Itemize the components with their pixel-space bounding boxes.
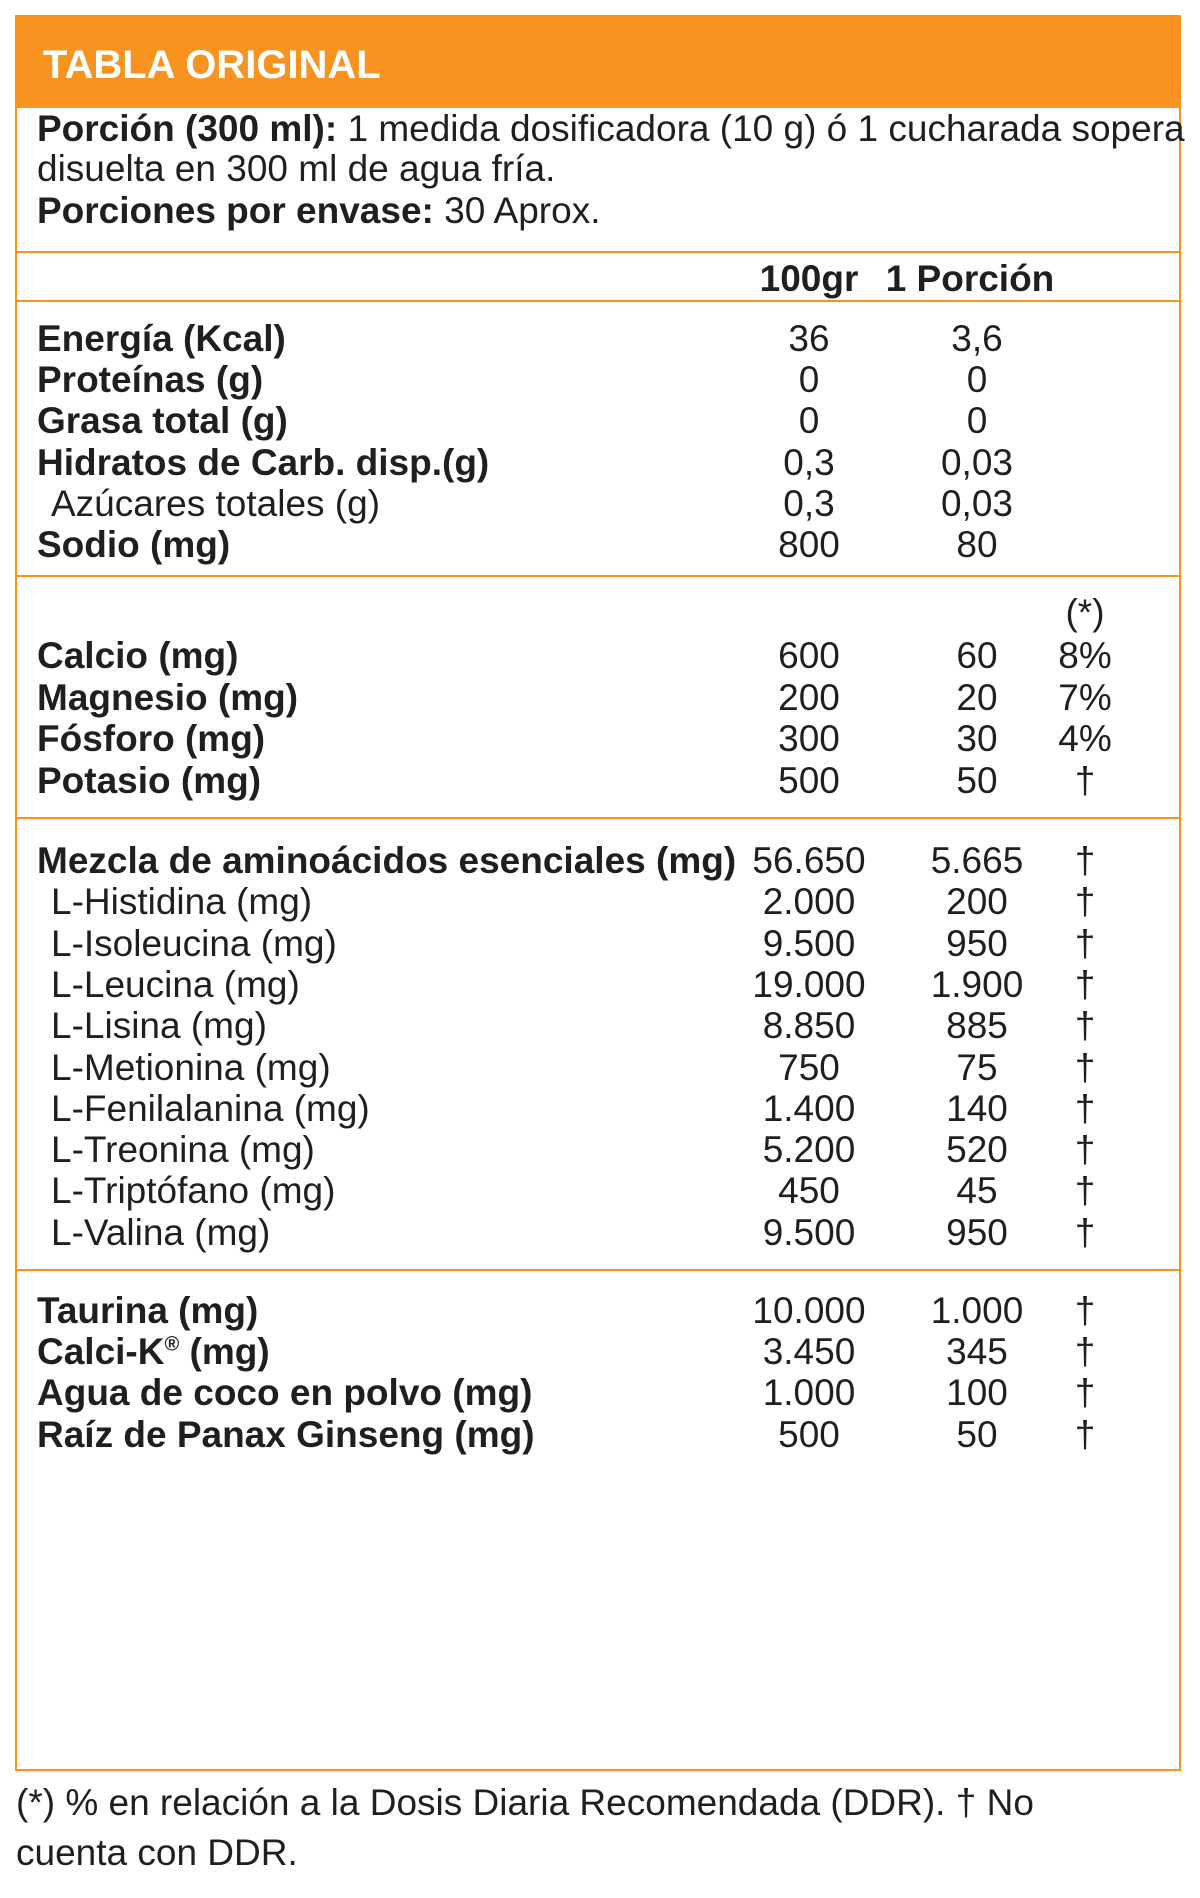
value-portion: 3,6 [951, 318, 1003, 359]
divider [17, 300, 1179, 302]
value-portion: 1.900 [930, 964, 1024, 1005]
value-portion: 885 [946, 1005, 1008, 1046]
value-ddr: † [1074, 1005, 1096, 1046]
value-portion: 50 [956, 1414, 998, 1455]
value-100gr: 750 [778, 1047, 840, 1088]
value-portion: 75 [956, 1047, 998, 1088]
value-100gr: 19.000 [752, 964, 866, 1005]
value-portion: 60 [956, 635, 998, 676]
value-100gr: 800 [778, 524, 840, 565]
value-portion: 45 [956, 1170, 998, 1211]
nutrient-name: Taurina (mg) [37, 1290, 259, 1331]
servings-line [37, 187, 600, 235]
value-portion: 5.665 [930, 840, 1024, 881]
value-portion: 950 [946, 1212, 1008, 1253]
value-100gr: 10.000 [752, 1290, 866, 1331]
portion-label: Porción (300 ml): [37, 108, 338, 149]
value-portion: 0 [966, 400, 988, 441]
value-100gr: 1.400 [762, 1088, 856, 1129]
value-100gr: 56.650 [752, 840, 866, 881]
servings-value: 30 Aprox. [433, 190, 601, 231]
value-ddr: † [1074, 1212, 1096, 1253]
value-100gr: 200 [778, 677, 840, 718]
nutrient-name: L-Valina (mg) [51, 1212, 271, 1253]
nutrient-name: L-Treonina (mg) [51, 1129, 315, 1170]
value-portion: 520 [946, 1129, 1008, 1170]
value-portion: 950 [946, 923, 1008, 964]
value-100gr: 500 [778, 760, 840, 801]
value-portion: 0,03 [940, 442, 1013, 483]
table-title: TABLA ORIGINAL [43, 43, 381, 87]
value-ddr: † [1074, 1331, 1096, 1372]
value-ddr: † [1074, 881, 1096, 922]
value-ddr: † [1074, 1290, 1096, 1331]
nutrient-name: Magnesio (mg) [37, 677, 299, 718]
value-ddr: † [1074, 923, 1096, 964]
nutrient-name-text: Calci-K [37, 1331, 165, 1372]
value-100gr: 500 [778, 1414, 840, 1455]
value-ddr: 7% [1058, 677, 1112, 718]
value-portion: 1.000 [930, 1290, 1024, 1331]
nutrient-name: Raíz de Panax Ginseng (mg) [37, 1414, 535, 1455]
value-100gr: 0,3 [783, 483, 835, 524]
nutrient-name: Fósforo (mg) [37, 718, 266, 759]
footnote-line2: cuenta con DDR. [16, 1832, 298, 1873]
value-ddr: † [1074, 1088, 1096, 1129]
nutrient-name: Hidratos de Carb. disp.(g) [37, 442, 490, 483]
value-100gr: 1.000 [762, 1372, 856, 1413]
nutrient-name: Grasa total (g) [37, 400, 288, 441]
nutrient-name: L-Triptófano (mg) [51, 1170, 336, 1211]
nutrient-name: L-Fenilalanina (mg) [51, 1088, 370, 1129]
value-ddr: 8% [1058, 635, 1112, 676]
nutrient-unit: (mg) [179, 1331, 270, 1372]
value-ddr: † [1074, 964, 1096, 1005]
value-ddr: † [1074, 1372, 1096, 1413]
column-header-100gr: 100gr [759, 258, 859, 299]
value-ddr: † [1074, 1047, 1096, 1088]
value-portion: 140 [946, 1088, 1008, 1129]
value-100gr: 0 [798, 400, 820, 441]
divider [17, 1269, 1179, 1271]
nutrient-name: Energía (Kcal) [37, 318, 286, 359]
value-ddr: † [1074, 1129, 1096, 1170]
value-portion: 345 [946, 1331, 1008, 1372]
nutrient-name: Mezcla de aminoácidos esenciales (mg) [37, 840, 737, 881]
nutrition-table [15, 15, 1185, 1771]
value-portion: 0,03 [940, 483, 1013, 524]
value-ddr: † [1074, 840, 1096, 881]
divider [17, 575, 1179, 577]
table-header [17, 17, 1179, 108]
value-ddr: 4% [1058, 718, 1112, 759]
value-100gr: 0,3 [783, 442, 835, 483]
value-portion: 20 [956, 677, 998, 718]
value-100gr: 9.500 [762, 1212, 856, 1253]
portion-text: 1 medida dosificadora (10 g) ó 1 cucharada sopera [337, 108, 1185, 149]
value-portion: 0 [966, 359, 988, 400]
value-ddr: † [1074, 1170, 1096, 1211]
nutrient-name: L-Isoleucina (mg) [51, 923, 337, 964]
servings-label: Porciones por envase: [37, 190, 434, 231]
value-100gr: 9.500 [762, 923, 856, 964]
value-portion: 30 [956, 718, 998, 759]
footnote [16, 1778, 1182, 1878]
nutrient-name: Sodio (mg) [37, 524, 231, 565]
nutrient-name: Calcio (mg) [37, 635, 239, 676]
nutrient-name: Agua de coco en polvo (mg) [37, 1372, 533, 1413]
value-portion: 100 [946, 1372, 1008, 1413]
divider [17, 251, 1179, 253]
value-100gr: 300 [778, 718, 840, 759]
value-portion: 50 [956, 760, 998, 801]
value-ddr: † [1074, 760, 1096, 801]
nutrient-name: Proteínas (g) [37, 359, 264, 400]
portion-text-line2: disuelta en 300 ml de agua fría. [37, 148, 556, 189]
nutrient-name: L-Lisina (mg) [51, 1005, 267, 1046]
nutrient-name: L-Metionina (mg) [51, 1047, 331, 1088]
nutrient-name: L-Leucina (mg) [51, 964, 300, 1005]
value-100gr: 2.000 [762, 881, 856, 922]
value-portion: 200 [946, 881, 1008, 922]
value-100gr: 36 [788, 318, 830, 359]
value-100gr: 450 [778, 1170, 840, 1211]
value-100gr: 600 [778, 635, 840, 676]
value-100gr: 5.200 [762, 1129, 856, 1170]
value-100gr: 3.450 [762, 1331, 856, 1372]
registered-mark: ® [164, 1333, 180, 1356]
nutrient-name: L-Histidina (mg) [51, 881, 313, 922]
nutrient-name: Azúcares totales (g) [51, 483, 381, 524]
ddr-column-marker: (*) [1065, 592, 1105, 633]
value-portion: 80 [956, 524, 998, 565]
value-100gr: 8.850 [762, 1005, 856, 1046]
nutrient-name: Potasio (mg) [37, 760, 262, 801]
column-header-portion: 1 Porción [885, 258, 1055, 299]
divider [17, 817, 1179, 819]
value-100gr: 0 [798, 359, 820, 400]
value-ddr: † [1074, 1414, 1096, 1455]
footnote-line1: (*) % en relación a la Dosis Diaria Recomendada (DDR). † No [16, 1782, 1034, 1823]
